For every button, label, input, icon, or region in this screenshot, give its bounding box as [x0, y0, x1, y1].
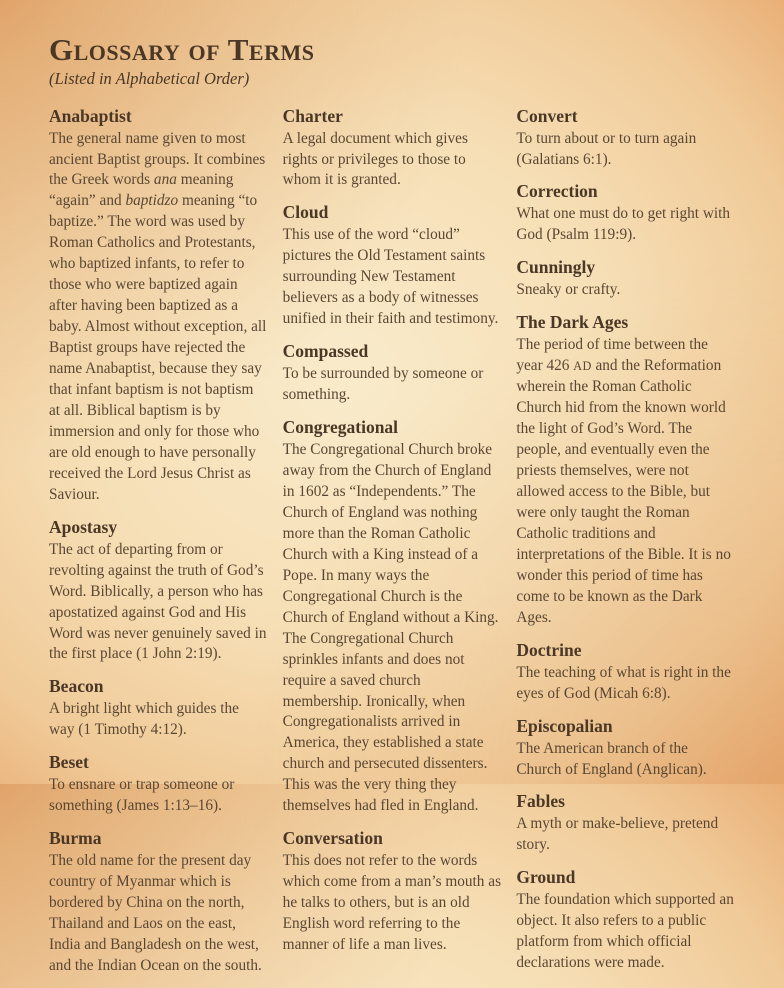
- term-heading: Correction: [516, 181, 598, 202]
- glossary-column: [516, 106, 735, 988]
- glossary-entry: [283, 828, 502, 956]
- glossary-entry: [283, 106, 502, 192]
- glossary-entry: [283, 417, 502, 817]
- term-definition: The teaching of what is right in the eyes of God (Micah 6:8).: [516, 663, 731, 702]
- term-heading: Congregational: [282, 417, 399, 438]
- term-heading: Cloud: [282, 202, 329, 223]
- term-heading: Anabaptist: [49, 105, 132, 126]
- term-heading: Fables: [516, 791, 565, 812]
- term-definition: The old name for the present day country of Myanmar which is bordered by China on the north, Thailand and Laos on the east, India and Bangladesh on the west, and the Indian Ocean on the south.: [49, 852, 262, 974]
- glossary-column: [283, 106, 502, 988]
- page-title: Glossary of Terms: [49, 32, 315, 67]
- glossary-entry: [516, 716, 735, 781]
- term-definition: A bright light which guides the way (1 Timothy 4:12).: [49, 700, 239, 739]
- glossary-entry: [516, 257, 735, 301]
- glossary-entry: [516, 181, 735, 246]
- term-heading: Doctrine: [516, 639, 582, 660]
- term-definition: The act of departing from or revolting against the truth of God’s Word. Biblically, a person who has apostatized against God and His Word was never genuinely saved in the first place (1 John 2:19).: [49, 540, 267, 663]
- glossary-entry: [283, 202, 502, 330]
- glossary-entry: [516, 106, 735, 171]
- glossary-entry: [49, 828, 268, 977]
- term-heading: Episcopalian: [516, 715, 613, 736]
- glossary-entry: [516, 312, 735, 628]
- term-definition: This use of the word “cloud” pictures the Old Testament saints surrounding New Testament believers as a body of witnesses unified in their faith and testimony.: [282, 226, 499, 328]
- glossary-entry: [283, 341, 502, 406]
- glossary-entry: [516, 867, 735, 974]
- glossary-columns: [49, 106, 735, 988]
- term-definition: The Congregational Church broke away from the Church of England in 1602 as “Independents.” The Church of England was nothing more than the Roman Catholic Church with a King instead of a Pope. In many ways the Congregational Church is the Church of England without a King. The Congregational Church sprinkles infants and does not require a saved church membership. Ironically, when Congregationalists arrived in America, they established a state church and persecuted dissenters. This was the very thing they themselves had fled in England.: [282, 441, 499, 815]
- term-heading: Beacon: [49, 676, 104, 697]
- term-definition: The period of time between the year 426 AD and the Reformation wherein the Roman Catholic Church hid from the known world the light of God’s Word. The people, and eventually even the priests themselves, were not allowed access to the Bible, but were only taught the Roman Catholic traditions and interpretations of the Bible. It is no wonder this period of time has come to be known as the Dark Ages.: [516, 336, 731, 626]
- term-heading: Apostasy: [49, 516, 118, 537]
- term-definition: This does not refer to the words which come from a man’s mouth as he talks to others, but is an old English word referring to the manner of life a man lives.: [282, 852, 502, 954]
- glossary-entry: [516, 791, 735, 856]
- term-heading: Cunningly: [516, 257, 596, 278]
- term-definition: To be surrounded by someone or something.: [282, 365, 484, 404]
- glossary-entry: [49, 517, 268, 666]
- term-heading: Charter: [282, 105, 343, 126]
- term-definition: A myth or make-believe, pretend story.: [516, 815, 719, 854]
- term-definition: The general name given to most ancient Baptist groups. It combines the Greek words ana meaning “again” and baptidzo meaning “to baptize.” The word was used by Roman Catholics and Protestants, who baptized infants, to refer to those who were baptized again after having been baptized as a baby. Almost without exception, all Baptist groups have rejected the name Anabaptist, because they say that infant baptism is not baptism at all. Biblical baptism is by immersion and only for those who are old enough to have personally received the Lord Jesus Christ as Saviour.: [49, 129, 267, 503]
- term-heading: Compassed: [282, 341, 369, 362]
- page-subtitle: (Listed in Alphabetical Order): [49, 68, 250, 88]
- term-heading: Beset: [49, 752, 89, 773]
- term-definition: The foundation which supported an object. It also refers to a public platform from which official declarations were made.: [516, 891, 734, 972]
- term-definition: A legal document which gives rights or privileges to those to whom it is granted.: [282, 129, 468, 189]
- glossary-entry: [49, 676, 268, 741]
- term-heading: Burma: [49, 828, 102, 849]
- term-definition: The American branch of the Church of England (Anglican).: [516, 739, 707, 778]
- glossary-entry: [49, 106, 268, 506]
- term-heading: Conversation: [282, 828, 383, 849]
- term-heading: Ground: [516, 867, 576, 888]
- glossary-column: [49, 106, 268, 988]
- term-definition: To ensnare or trap someone or something (James 1:13–16).: [49, 776, 235, 815]
- glossary-entry: [49, 752, 268, 817]
- term-definition: To turn about or to turn again (Galatians 6:1).: [516, 129, 697, 168]
- term-heading: Convert: [516, 105, 578, 126]
- term-definition: Sneaky or crafty.: [516, 281, 621, 299]
- glossary-entry: [516, 640, 735, 705]
- term-definition: What one must do to get right with God (Psalm 119:9).: [516, 205, 731, 244]
- term-heading: The Dark Ages: [516, 312, 629, 333]
